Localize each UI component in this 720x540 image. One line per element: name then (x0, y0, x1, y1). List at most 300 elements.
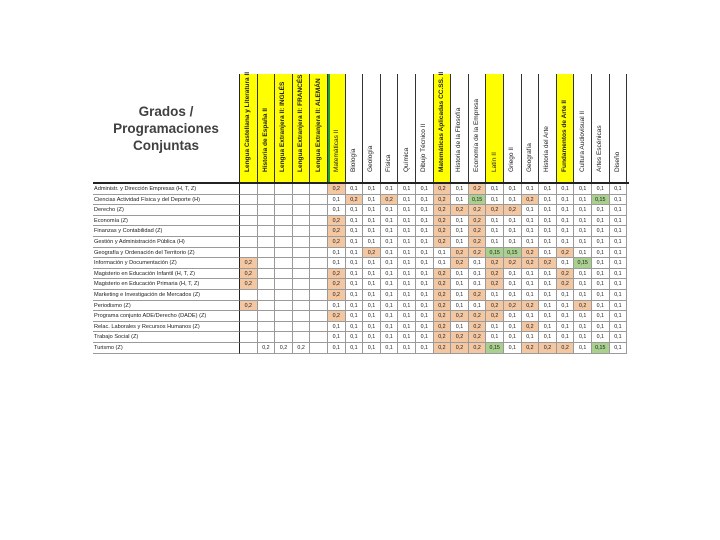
table-cell: 0,2 (328, 269, 346, 280)
column-header (328, 74, 346, 182)
column-header (310, 74, 328, 182)
table-cell (240, 290, 258, 301)
table-cell: 0,1 (592, 216, 610, 227)
table-cell (275, 248, 293, 259)
table-cell: 0,1 (592, 290, 610, 301)
table-cell: 0,1 (398, 269, 416, 280)
table-cell: 0,1 (557, 216, 575, 227)
table-cell: 0,1 (363, 343, 381, 354)
table-cell: 0,1 (504, 279, 522, 290)
table-cell: 0,2 (328, 226, 346, 237)
table-cell: 0,2 (328, 311, 346, 322)
table-cell: 0,1 (539, 290, 557, 301)
table-cell: 0,1 (592, 279, 610, 290)
table-cell: 0,1 (416, 311, 434, 322)
table-cell: 0,1 (539, 269, 557, 280)
table-cell: 0,1 (363, 216, 381, 227)
table-cell (258, 322, 276, 333)
table-cell: 0,2 (539, 258, 557, 269)
column-header (258, 74, 276, 182)
table-cell: 0,1 (574, 311, 592, 322)
table-cell: 0,1 (451, 184, 469, 195)
table-cell: 0,2 (293, 343, 311, 354)
table-cell (310, 237, 328, 248)
table-cell: 0,1 (346, 184, 364, 195)
table-cell (293, 237, 311, 248)
row-label: Finanzas y Contabilidad (Z) (93, 226, 240, 237)
table-cell: 0,2 (504, 258, 522, 269)
table-cell: 0,1 (363, 311, 381, 322)
column-header (504, 74, 522, 182)
table-cell (258, 258, 276, 269)
table-cell (258, 290, 276, 301)
table-cell: 0,1 (398, 322, 416, 333)
table-cell (293, 195, 311, 206)
table-cell (275, 269, 293, 280)
table-cell: 0,1 (574, 195, 592, 206)
table-cell: 0,1 (610, 269, 628, 280)
table-cell: 0,1 (557, 258, 575, 269)
table-cell: 0,1 (522, 226, 540, 237)
table-cell: 0,1 (592, 237, 610, 248)
row-label: Economía (Z) (93, 216, 240, 227)
column-header (574, 74, 592, 182)
table-cell: 0,2 (434, 279, 452, 290)
table-cell: 0,1 (610, 332, 628, 343)
table-cell: 0,2 (346, 195, 364, 206)
row-label: Relac. Laborales y Recursos Humanos (Z) (93, 322, 240, 333)
table-cell: 0,1 (451, 195, 469, 206)
table-cell: 0,1 (610, 248, 628, 259)
table-cell: 0,1 (539, 237, 557, 248)
table-cell (240, 226, 258, 237)
column-header-label: Química (402, 147, 410, 172)
table-cell: 0,1 (522, 237, 540, 248)
table-cell: 0,1 (574, 184, 592, 195)
table-cell: 0,2 (504, 205, 522, 216)
table-cell: 0,2 (434, 237, 452, 248)
table-cell: 0,2 (557, 269, 575, 280)
row-label: Ciencias Actividad Física y del Deporte (H) (93, 195, 240, 206)
table-cell: 0,2 (434, 290, 452, 301)
table-cell: 0,1 (398, 248, 416, 259)
table-cell (275, 290, 293, 301)
table-cell: 0,1 (416, 269, 434, 280)
table-cell: 0,2 (434, 184, 452, 195)
row-label: Derecho (Z) (93, 205, 240, 216)
table-cell: 0,1 (610, 205, 628, 216)
column-header-label: Latín II (490, 152, 498, 172)
table-cell: 0,15 (504, 248, 522, 259)
column-header (293, 74, 311, 182)
table-cell: 0,1 (398, 258, 416, 269)
table-cell (240, 216, 258, 227)
table-cell: 0,1 (381, 226, 399, 237)
table-cell: 0,1 (398, 226, 416, 237)
table-cell: 0,1 (381, 205, 399, 216)
table-cell: 0,2 (328, 290, 346, 301)
table-cell (275, 301, 293, 312)
table-cell: 0,2 (469, 216, 487, 227)
table-cell (275, 205, 293, 216)
table-cell: 0,1 (451, 269, 469, 280)
table-cell: 0,1 (486, 184, 504, 195)
column-header-label: Matemáticas II (333, 129, 341, 172)
table-cell: 0,1 (557, 195, 575, 206)
table-cell: 0,1 (557, 237, 575, 248)
column-header (610, 74, 628, 182)
table-cell: 0,1 (504, 195, 522, 206)
table-cell: 0,1 (363, 258, 381, 269)
table-cell: 0,1 (416, 332, 434, 343)
table-cell: 0,2 (451, 205, 469, 216)
table-cell: 0,1 (504, 216, 522, 227)
table-cell (310, 248, 328, 259)
table-cell: 0,1 (610, 258, 628, 269)
table-cell: 0,1 (416, 184, 434, 195)
table-cell: 0,2 (434, 322, 452, 333)
table-cell (310, 290, 328, 301)
table-cell: 0,1 (416, 205, 434, 216)
table-cell: 0,1 (504, 332, 522, 343)
table-cell: 0,1 (469, 301, 487, 312)
table-cell: 0,1 (416, 322, 434, 333)
table-cell: 0,1 (328, 343, 346, 354)
table-cell: 0,1 (398, 279, 416, 290)
column-header-label: Lengua Extranjera II: FRANCÉS (297, 74, 305, 172)
table-cell: 0,1 (522, 205, 540, 216)
table-cell: 0,1 (610, 322, 628, 333)
table-cell: 0,1 (346, 269, 364, 280)
table-cell: 0,1 (398, 343, 416, 354)
table-cell (310, 205, 328, 216)
table-cell: 0,1 (522, 269, 540, 280)
table-cell: 0,1 (469, 269, 487, 280)
table-cell: 0,1 (381, 216, 399, 227)
table-cell: 0,2 (522, 343, 540, 354)
table-cell: 0,1 (486, 226, 504, 237)
table-cell: 0,1 (504, 226, 522, 237)
table-cell (240, 184, 258, 195)
row-label: Magisterio en Educación Primaria (H, T, Z) (93, 279, 240, 290)
table-cell (240, 343, 258, 354)
table-cell: 0,2 (434, 269, 452, 280)
table-cell: 0,1 (574, 343, 592, 354)
table-cell (293, 258, 311, 269)
table-cell: 0,2 (522, 301, 540, 312)
column-header-label: Fundamentos de Arte II (561, 100, 569, 172)
table-cell: 0,2 (381, 195, 399, 206)
table-cell: 0,1 (592, 301, 610, 312)
table-cell (258, 248, 276, 259)
table-cell: 0,2 (240, 258, 258, 269)
table-cell: 0,1 (610, 195, 628, 206)
table-cell: 0,1 (574, 332, 592, 343)
table-cell: 0,15 (469, 195, 487, 206)
table-cell: 0,2 (240, 279, 258, 290)
table-cell: 0,1 (416, 237, 434, 248)
table-cell (275, 258, 293, 269)
table-cell: 0,2 (240, 269, 258, 280)
table-cell (310, 258, 328, 269)
table-cell: 0,1 (504, 269, 522, 280)
table-cell: 0,1 (451, 216, 469, 227)
column-header (434, 71, 452, 182)
column-header (557, 74, 575, 182)
table-cell (293, 216, 311, 227)
table-cell: 0,1 (486, 322, 504, 333)
table-cell: 0,1 (451, 322, 469, 333)
row-label: Turismo (Z) (93, 343, 240, 354)
column-header (416, 74, 434, 182)
table-cell: 0,1 (539, 322, 557, 333)
table-cell: 0,1 (381, 184, 399, 195)
table-cell: 0,1 (346, 248, 364, 259)
table-cell: 0,2 (469, 237, 487, 248)
table-cell: 0,1 (363, 226, 381, 237)
table-cell: 0,1 (381, 269, 399, 280)
table-cell: 0,1 (610, 184, 628, 195)
table-cell: 0,1 (574, 279, 592, 290)
table-cell: 0,2 (486, 301, 504, 312)
table-cell: 0,1 (557, 301, 575, 312)
table-cell: 0,1 (346, 258, 364, 269)
table-cell (310, 311, 328, 322)
table-cell: 0,1 (363, 332, 381, 343)
column-header (398, 74, 416, 182)
table-cell (293, 332, 311, 343)
table-cell: 0,1 (381, 332, 399, 343)
table-cell: 0,1 (328, 195, 346, 206)
table-cell: 0,1 (416, 343, 434, 354)
column-header-label: Lengua Extranjera II: INGLÉS (279, 81, 287, 172)
table-cell: 0,2 (434, 343, 452, 354)
column-header (486, 74, 504, 182)
table-cell: 0,2 (451, 311, 469, 322)
table-cell: 0,1 (592, 205, 610, 216)
table-cell: 0,15 (592, 195, 610, 206)
table-cell: 0,2 (522, 322, 540, 333)
table-cell: 0,1 (574, 290, 592, 301)
table-cell: 0,1 (328, 258, 346, 269)
table-cell (275, 332, 293, 343)
table-cell (310, 269, 328, 280)
table-cell (275, 226, 293, 237)
table-cell: 0,1 (346, 301, 364, 312)
column-header (522, 74, 540, 182)
table-cell: 0,1 (451, 237, 469, 248)
table-cell (310, 184, 328, 195)
table-cell (293, 184, 311, 195)
table-cell: 0,2 (328, 279, 346, 290)
table-cell: 0,1 (346, 205, 364, 216)
table-cell (240, 237, 258, 248)
table-cell: 0,2 (451, 332, 469, 343)
table-cell: 0,2 (363, 248, 381, 259)
table-cell: 0,1 (469, 279, 487, 290)
table-cell: 0,2 (434, 332, 452, 343)
table-title (93, 74, 240, 182)
table-cell: 0,1 (522, 290, 540, 301)
table-cell: 0,2 (434, 216, 452, 227)
table-cell: 0,15 (486, 248, 504, 259)
table-cell: 0,1 (539, 195, 557, 206)
table-cell: 0,15 (592, 343, 610, 354)
table-cell: 0,1 (504, 322, 522, 333)
table-cell: 0,1 (539, 184, 557, 195)
table-cell: 0,2 (486, 205, 504, 216)
table-cell: 0,2 (328, 237, 346, 248)
table-cell: 0,1 (610, 226, 628, 237)
table-cell: 0,1 (381, 343, 399, 354)
table-cell: 0,1 (539, 311, 557, 322)
table-cell: 0,1 (451, 226, 469, 237)
table-cell: 0,1 (574, 248, 592, 259)
column-header (451, 74, 469, 182)
table-cell: 0,1 (469, 258, 487, 269)
table-cell (310, 301, 328, 312)
table-cell: 0,1 (398, 237, 416, 248)
table-cell: 0,2 (486, 269, 504, 280)
table-cell: 0,1 (610, 343, 628, 354)
column-header (346, 74, 364, 182)
table-cell: 0,2 (469, 290, 487, 301)
table-cell: 0,1 (363, 279, 381, 290)
table-cell (258, 279, 276, 290)
table-cell (258, 226, 276, 237)
table-cell: 0,1 (363, 322, 381, 333)
table-cell: 0,2 (469, 205, 487, 216)
table-cell: 0,1 (539, 226, 557, 237)
column-header (363, 74, 381, 182)
column-header (381, 74, 399, 182)
table-cell: 0,1 (416, 248, 434, 259)
table-cell: 0,1 (346, 237, 364, 248)
table-cell (310, 216, 328, 227)
table-cell (258, 332, 276, 343)
table-cell: 0,1 (522, 184, 540, 195)
table-cell: 0,1 (398, 311, 416, 322)
table-cell: 0,2 (434, 311, 452, 322)
table-cell: 0,2 (451, 248, 469, 259)
row-label: Marketing e Investigación de Mercados (Z) (93, 290, 240, 301)
table-cell (275, 195, 293, 206)
table-cell: 0,1 (328, 332, 346, 343)
table-cell: 0,2 (522, 248, 540, 259)
column-header-label: Geología (367, 145, 375, 172)
row-label: Gestión y Administración Pública (H) (93, 237, 240, 248)
table-cell: 0,1 (398, 332, 416, 343)
table-cell: 0,1 (574, 226, 592, 237)
table-cell: 0,1 (592, 322, 610, 333)
table-cell: 0,15 (574, 258, 592, 269)
table-cell: 0,1 (539, 248, 557, 259)
table-cell: 0,1 (522, 279, 540, 290)
column-header-label: Biología (349, 148, 357, 172)
table-cell: 0,1 (522, 332, 540, 343)
table-cell: 0,2 (522, 195, 540, 206)
table-cell: 0,1 (451, 290, 469, 301)
table-cell: 0,1 (398, 290, 416, 301)
table-cell: 0,1 (592, 311, 610, 322)
table-cell: 0,1 (363, 269, 381, 280)
column-header (275, 74, 293, 182)
column-header (469, 74, 487, 182)
table-cell (240, 332, 258, 343)
table-cell: 0,1 (363, 184, 381, 195)
table-cell (310, 226, 328, 237)
table-cell: 0,1 (346, 311, 364, 322)
table-cell: 0,1 (574, 269, 592, 280)
table-cell: 0,1 (381, 258, 399, 269)
table-cell (240, 311, 258, 322)
table-cell: 0,1 (346, 226, 364, 237)
table-cell (293, 279, 311, 290)
column-header-label: Economía de la Empresa (473, 99, 481, 172)
table-cell: 0,1 (434, 258, 452, 269)
table-cell: 0,1 (557, 184, 575, 195)
row-label: Información y Documentación (Z) (93, 258, 240, 269)
table-cell (310, 343, 328, 354)
table-cell (293, 226, 311, 237)
table-cell (275, 279, 293, 290)
table-cell (275, 311, 293, 322)
row-label: Magisterio en Educación Infantil (H, T, Z) (93, 269, 240, 280)
table-cell: 0,1 (610, 290, 628, 301)
table-cell: 0,2 (434, 205, 452, 216)
table-cell (258, 269, 276, 280)
table-cell: 0,2 (275, 343, 293, 354)
row-label: Trabajo Social (Z) (93, 332, 240, 343)
table-cell (240, 248, 258, 259)
row-label: Periodismo (Z) (93, 301, 240, 312)
table-cell: 0,1 (328, 248, 346, 259)
table-cell (258, 205, 276, 216)
table-cell: 0,1 (416, 290, 434, 301)
table-cell: 0,2 (469, 332, 487, 343)
table-cell: 0,1 (539, 216, 557, 227)
table-cell: 0,1 (363, 237, 381, 248)
table-cell: 0,1 (451, 301, 469, 312)
table-cell: 0,1 (346, 322, 364, 333)
table-cell: 0,1 (539, 332, 557, 343)
table-cell (275, 216, 293, 227)
table-cell: 0,1 (416, 279, 434, 290)
column-header-label: Griego II (508, 147, 516, 172)
table-cell: 0,1 (363, 195, 381, 206)
table-cell: 0,1 (363, 301, 381, 312)
table-cell: 0,1 (610, 216, 628, 227)
column-header (592, 74, 610, 182)
table-cell: 0,1 (504, 290, 522, 301)
table-cell: 0,1 (504, 184, 522, 195)
table-cell: 0,1 (381, 301, 399, 312)
table-cell: 0,1 (451, 279, 469, 290)
table-cell (240, 322, 258, 333)
table-cell: 0,2 (469, 248, 487, 259)
column-header-label: Diseño (613, 151, 621, 172)
table-cell: 0,1 (398, 205, 416, 216)
table-cell: 0,2 (504, 301, 522, 312)
row-label: Programa conjunto ADE/Derecho (DADE) (Z) (93, 311, 240, 322)
table-cell: 0,1 (486, 290, 504, 301)
table-cell: 0,1 (592, 184, 610, 195)
table-cell (275, 237, 293, 248)
table-cell: 0,2 (469, 226, 487, 237)
table-cell: 0,1 (416, 216, 434, 227)
table-cell (258, 311, 276, 322)
table-cell (240, 205, 258, 216)
